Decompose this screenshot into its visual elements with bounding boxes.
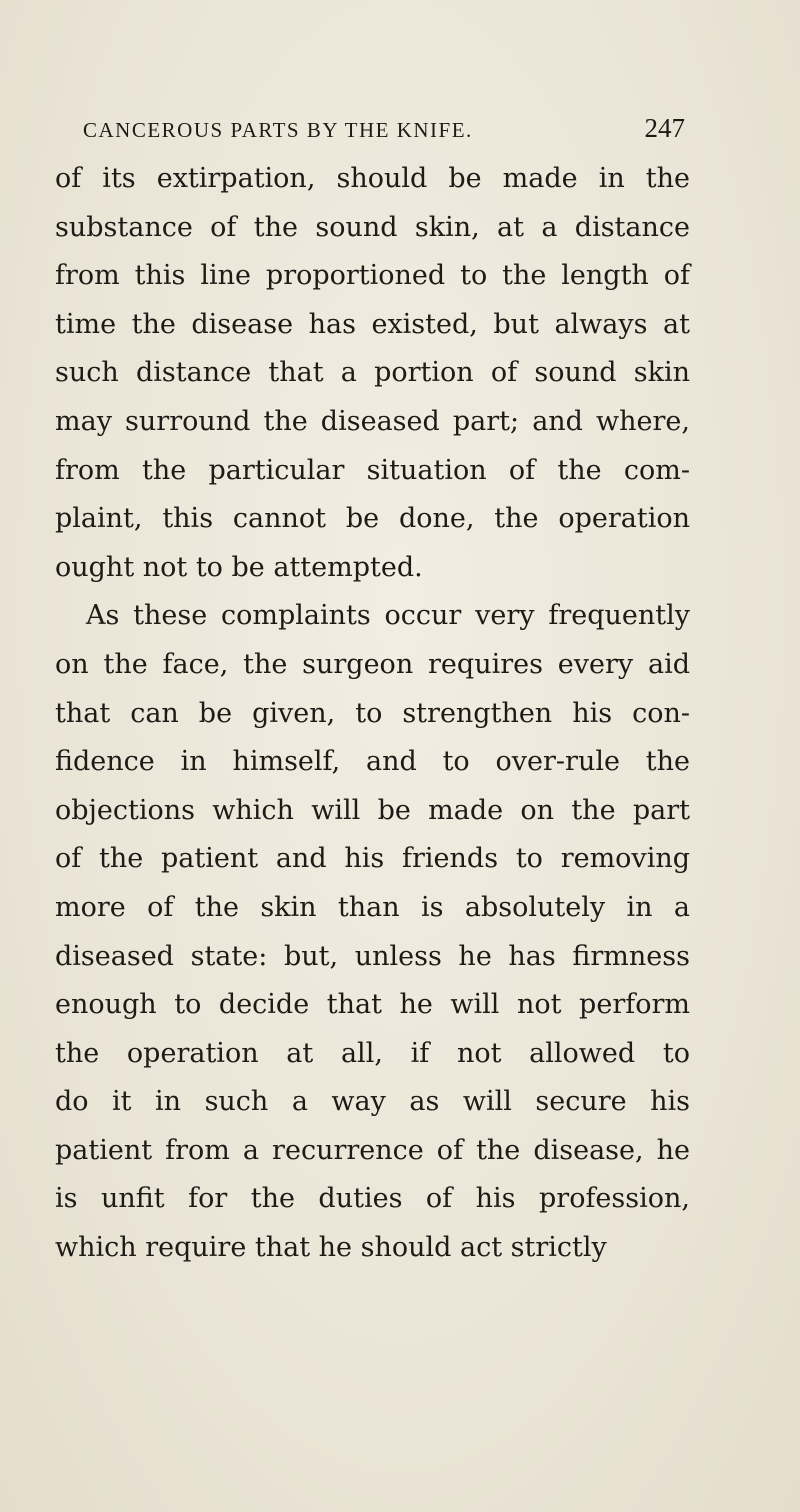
text-line: on the face, the surgeon requires every aid: [55, 648, 690, 680]
text-line: more of the skin than is absolutely in a: [55, 891, 690, 923]
text-line: objections which will be made on the part: [55, 794, 690, 826]
text-line: fidence in himself, and to over-rule the: [55, 746, 690, 778]
text-line: substance of the sound skin, at a distance: [55, 211, 690, 243]
running-head-title: CANCEROUS PARTS BY THE KNIFE.: [83, 118, 473, 142]
text-line: such distance that a portion of sound skin: [55, 357, 690, 389]
text-line: may surround the diseased part; and where,: [55, 405, 690, 437]
paragraph-start-line: As these complaints occur very frequently: [86, 600, 690, 632]
text-line: patient from a recurrence of the disease, he: [55, 1134, 690, 1166]
text-line: enough to decide that he will not perform: [55, 989, 690, 1021]
text-line: of its extirpation, should be made in the: [55, 163, 690, 194]
body-text: [55, 155, 690, 1273]
text-line: do it in such a way as will secure his: [55, 1086, 690, 1118]
running-header: [83, 110, 685, 150]
text-line: from this line proportioned to the length of: [55, 260, 690, 292]
paragraph-end-line: ought not to be attempted.: [55, 551, 423, 583]
page-number: 247: [644, 113, 685, 143]
text-line: that can be given, to strengthen his con-: [55, 697, 690, 729]
text-line: the operation at all, if not allowed to: [55, 1037, 690, 1069]
text-line: from the particular situation of the com-: [55, 454, 690, 486]
text-line: is unfit for the duties of his profession,: [55, 1183, 690, 1215]
text-line: which require that he should act strictly: [55, 1232, 607, 1264]
text-line: diseased state: but, unless he has firmness: [55, 940, 690, 972]
text-line: time the disease has existed, but always at: [55, 308, 690, 340]
text-line: plaint, this cannot be done, the operation: [55, 503, 690, 535]
text-line: of the patient and his friends to removing: [55, 843, 690, 875]
